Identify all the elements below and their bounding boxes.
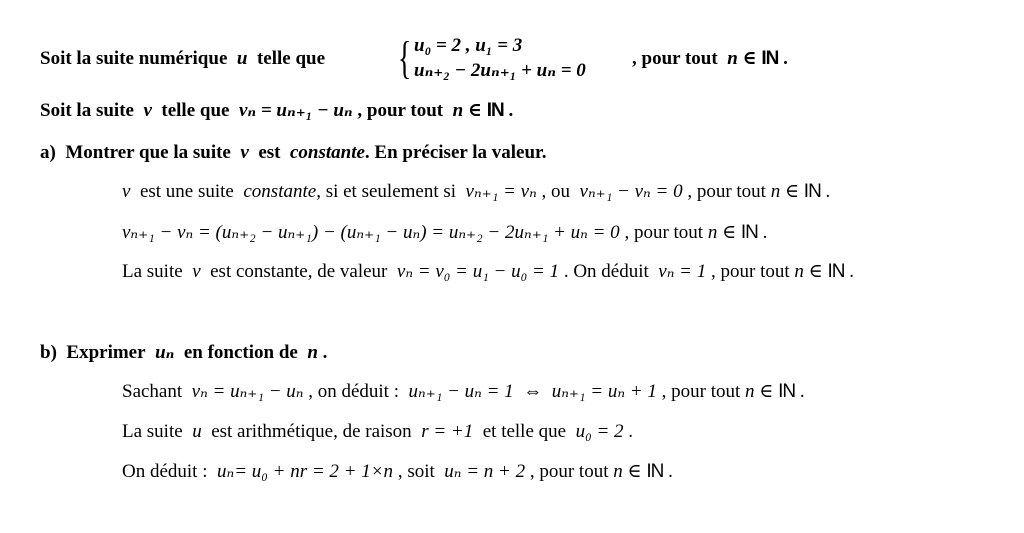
answer-b3-end: . <box>668 461 673 482</box>
def-v-end: . <box>508 100 514 121</box>
answer-a2-set-naturals: IN <box>740 222 758 243</box>
answer-b2-formula-2: u₀ = 2 <box>575 421 624 442</box>
question-b-end: . <box>322 342 328 363</box>
def-v-formula: vₙ = uₙ₊₁ − uₙ <box>238 100 353 121</box>
def-v-cond: n ∈ <box>452 100 482 121</box>
question-a-text-3: . En préciser la valeur. <box>364 142 547 163</box>
answer-b1-formula-1: vₙ = uₙ₊₁ − uₙ <box>191 381 304 402</box>
answer-a3-formula-2: vₙ = 1 <box>658 261 707 282</box>
intro-text-1: Soit la suite numérique <box>40 48 228 69</box>
def-v-var: v <box>143 100 152 121</box>
answer-a1-text-3: , ou <box>541 181 571 202</box>
answer-a1-text-1: est une suite <box>139 181 234 202</box>
def-v-text-1: Soit la suite <box>40 100 134 121</box>
answer-a1-set-naturals: IN <box>803 181 821 202</box>
answer-a1-end: . <box>825 181 831 202</box>
question-a-var: v <box>240 142 249 163</box>
answer-a3-text-2: est constante, de valeur <box>210 261 388 282</box>
answer-a1-emph: constante <box>243 181 317 202</box>
answer-a1-var: v <box>122 181 131 202</box>
question-b-text-2: en fonction de <box>183 342 298 363</box>
answer-a-line-3 <box>122 260 854 284</box>
answer-b1-text-3: , pour tout <box>661 381 741 402</box>
answer-a3-cond: n ∈ <box>794 261 823 282</box>
answer-b2-text-1: La suite <box>122 421 183 442</box>
answer-b1-equiv: ⇔ <box>523 381 543 402</box>
answer-a-line-2 <box>122 221 767 245</box>
def-v-line <box>40 99 513 123</box>
answer-b1-text-1: Sachant <box>122 381 183 402</box>
def-v-set-naturals: IN <box>486 100 504 121</box>
intro-text-3: , pour tout <box>632 48 718 69</box>
question-b-var: uₙ <box>155 342 175 363</box>
answer-a3-text-1: La suite <box>122 261 183 282</box>
answer-b1-formula-3: uₙ₊₁ = uₙ + 1 <box>551 381 657 402</box>
answer-b3-formula-2: uₙ = n + 2 <box>444 461 526 482</box>
answer-b2-text-2: est arithmétique, de raison <box>211 421 412 442</box>
answer-b-line-1 <box>122 380 805 404</box>
answer-b3-text-3: , pour tout <box>529 461 609 482</box>
answer-b1-text-2: , on déduit : <box>308 381 399 402</box>
question-b-var-2: n <box>307 342 318 363</box>
answer-a1-text-4: , pour tout <box>687 181 766 202</box>
answer-a1-cond: n ∈ <box>770 181 800 202</box>
answer-b3-text-1: On déduit : <box>122 461 208 482</box>
def-v-text-3: , pour tout <box>357 100 444 121</box>
intro-cond: n ∈ <box>727 48 757 69</box>
answer-a3-text-4: , pour tout <box>711 261 790 282</box>
question-a <box>40 141 546 165</box>
intro-end: . <box>783 48 788 69</box>
intro-line <box>40 47 325 71</box>
answer-a3-set-naturals: IN <box>827 261 845 282</box>
answer-a-line-1 <box>122 180 830 204</box>
answer-a2-end: . <box>762 222 768 243</box>
answer-b2-text-3: et telle que <box>482 421 567 442</box>
answer-b2-var: u <box>192 421 202 442</box>
answer-b3-cond: n ∈ <box>613 461 642 482</box>
answer-b1-cond: n ∈ <box>745 381 774 402</box>
answer-b3-formula-1: uₙ= u₀ + nr = 2 + 1×n <box>217 461 394 482</box>
system-brace: { <box>398 32 412 83</box>
question-a-emph: constante <box>289 142 365 163</box>
intro-line-tail <box>632 47 788 71</box>
question-a-text-2: est <box>258 142 281 163</box>
intro-set-naturals: IN <box>761 48 779 69</box>
system-row-1: u₀ = 2 , u₁ = 3 <box>414 35 523 56</box>
answer-b1-end: . <box>799 381 805 402</box>
question-a-text-1: Montrer que la suite <box>65 142 231 163</box>
answer-b-line-3 <box>122 460 673 484</box>
answer-b1-set-naturals: IN <box>778 381 796 402</box>
answer-b2-end: . <box>628 421 634 442</box>
answer-b2-formula-1: r = +1 <box>421 421 474 442</box>
answer-a3-var: v <box>192 261 201 282</box>
answer-b1-formula-2: uₙ₊₁ − uₙ = 1 <box>408 381 514 402</box>
answer-a2-cond: n ∈ <box>707 222 737 243</box>
intro-text-2: telle que <box>256 48 326 69</box>
answer-a2-text: , pour tout <box>624 222 704 243</box>
intro-var-u: u <box>236 48 248 69</box>
answer-a2-formula: vₙ₊₁ − vₙ = (uₙ₊₂ − uₙ₊₁) − (uₙ₊₁ − uₙ) = uₙ₊₂ − 2uₙ₊₁ + uₙ = 0 <box>122 222 620 243</box>
answer-a3-text-3: . On déduit <box>563 261 649 282</box>
question-b-text-1: Exprimer <box>66 342 146 363</box>
answer-b3-set-naturals: IN <box>646 461 664 482</box>
question-b-label: b) <box>40 342 57 363</box>
question-b <box>40 341 327 365</box>
question-a-label: a) <box>40 142 56 163</box>
answer-a3-formula-1: vₙ = v₀ = u₁ − u₀ = 1 <box>396 261 560 282</box>
answer-a3-end: . <box>849 261 854 282</box>
answer-a1-formula-2: vₙ₊₁ − vₙ = 0 <box>579 181 683 202</box>
answer-b3-text-2: , soit <box>397 461 435 482</box>
system-row-2: uₙ₊₂ − 2uₙ₊₁ + uₙ = 0 <box>414 60 586 81</box>
def-v-text-2: telle que <box>161 100 230 121</box>
answer-a1-text-2: , si et seulement si <box>316 181 457 202</box>
answer-a1-formula-1: vₙ₊₁ = vₙ <box>465 181 537 202</box>
answer-b-line-2 <box>122 420 633 444</box>
